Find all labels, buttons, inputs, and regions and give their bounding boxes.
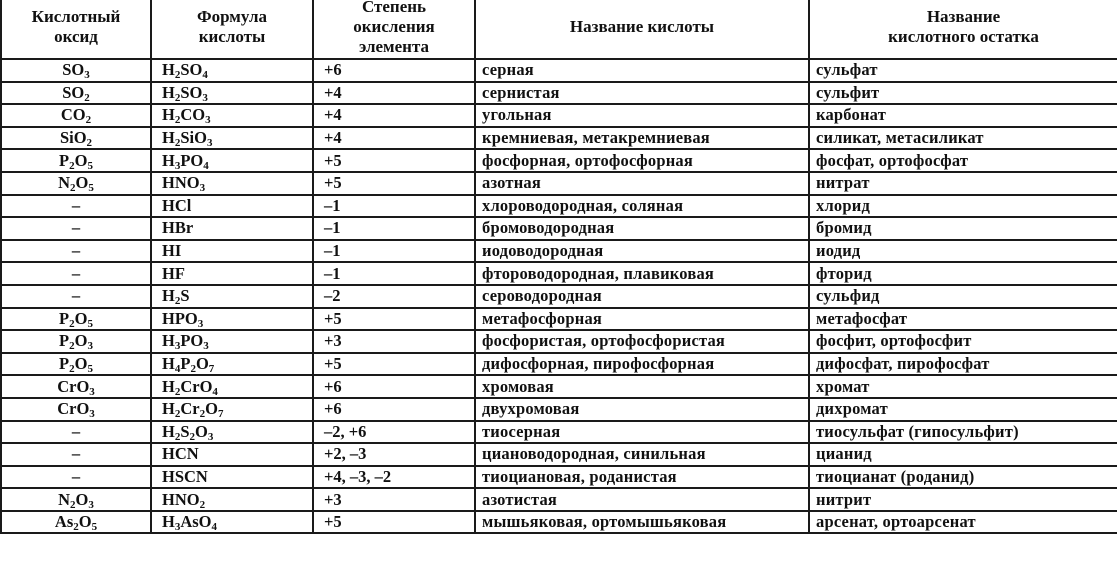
table-row xyxy=(1,330,1117,353)
cell-acid-name: иодоводородная xyxy=(475,240,809,263)
cell-formula: HCN xyxy=(151,443,313,466)
cell-acid-name: фосфорная, ортофосфорная xyxy=(475,149,809,172)
cell-oxide: $As_2O_5$ xyxy=(1,511,151,534)
cell-oxide: $P_2O_5$ xyxy=(1,149,151,172)
table-row xyxy=(1,149,1117,172)
cell-oxidation-state: +6 xyxy=(313,398,475,421)
cell-oxidation-state: +5 xyxy=(313,511,475,534)
cell-residue-name: нитрат xyxy=(809,172,1117,195)
cell-residue-name: сульфид xyxy=(809,285,1117,308)
table-row xyxy=(1,240,1117,263)
cell-residue-name: фосфат, ортофосфат xyxy=(809,149,1117,172)
table-row xyxy=(1,104,1117,127)
header-residue-name xyxy=(809,0,1117,59)
cell-acid-name: мышьяковая, ортомышьяковая xyxy=(475,511,809,534)
header-formula-line-1: Формула xyxy=(197,7,267,26)
header-oxidation-line-1: Степень xyxy=(361,0,427,16)
cell-acid-name: азотная xyxy=(475,172,809,195)
table-row xyxy=(1,82,1117,105)
header-residue-name-line-2: кислотного остатка xyxy=(888,27,1039,46)
table-row xyxy=(1,285,1117,308)
cell-oxide: SiO$_2$ xyxy=(1,127,151,150)
cell-residue-name: цианид xyxy=(809,443,1117,466)
cell-formula: HBr xyxy=(151,217,313,240)
cell-formula: $H_2SO_3$ xyxy=(151,82,313,105)
cell-oxide: $SO_3$ xyxy=(1,59,151,82)
cell-residue-name: хлорид xyxy=(809,195,1117,218)
cell-acid-name: тиоциановая, роданистая xyxy=(475,466,809,489)
cell-oxidation-state: –1 xyxy=(313,240,475,263)
cell-oxide: – xyxy=(1,240,151,263)
table-row xyxy=(1,375,1117,398)
header-residue-name-line-1: Название xyxy=(926,7,1001,26)
table-header xyxy=(1,0,1117,59)
cell-residue-name: арсенат, ортоарсенат xyxy=(809,511,1117,534)
cell-residue-name: иодид xyxy=(809,240,1117,263)
cell-oxide: – xyxy=(1,285,151,308)
cell-formula: $HPO_3$ xyxy=(151,308,313,331)
cell-formula: HI xyxy=(151,240,313,263)
cell-oxide: – xyxy=(1,443,151,466)
header-formula-line-2: кислоты xyxy=(198,27,266,46)
cell-formula: $H_3AsO_4$ xyxy=(151,511,313,534)
cell-formula: $H_2CrO_4$ xyxy=(151,375,313,398)
cell-oxide: CrO$_3$ xyxy=(1,398,151,421)
table-body xyxy=(1,59,1117,533)
cell-oxidation-state: +5 xyxy=(313,353,475,376)
table-row xyxy=(1,217,1117,240)
table-row xyxy=(1,421,1117,444)
cell-residue-name: тиосульфат (гипосульфит) xyxy=(809,421,1117,444)
cell-oxidation-state: +5 xyxy=(313,149,475,172)
header-oxide-line-2: оксид xyxy=(54,27,98,46)
cell-residue-name: дифосфат, пирофосфат xyxy=(809,353,1117,376)
cell-formula: $H_2S_2O_3$ xyxy=(151,421,313,444)
cell-oxidation-state: +5 xyxy=(313,308,475,331)
cell-acid-name: кремниевая, метакремниевая xyxy=(475,127,809,150)
cell-formula: $H_2SiO_3$ xyxy=(151,127,313,150)
cell-oxidation-state: –1 xyxy=(313,195,475,218)
cell-residue-name: карбонат xyxy=(809,104,1117,127)
cell-oxidation-state: +4 xyxy=(313,104,475,127)
cell-residue-name: хромат xyxy=(809,375,1117,398)
cell-oxide: $P_2O_5$ xyxy=(1,353,151,376)
cell-formula: $H_2Cr_2O_7$ xyxy=(151,398,313,421)
cell-acid-name: сероводородная xyxy=(475,285,809,308)
cell-oxidation-state: –2 xyxy=(313,285,475,308)
cell-residue-name: силикат, метасиликат xyxy=(809,127,1117,150)
cell-acid-name: двухромовая xyxy=(475,398,809,421)
cell-acid-name: угольная xyxy=(475,104,809,127)
cell-formula: HCl xyxy=(151,195,313,218)
cell-formula: $H_2CO_3$ xyxy=(151,104,313,127)
table-row xyxy=(1,262,1117,285)
cell-oxidation-state: +3 xyxy=(313,488,475,511)
cell-acid-name: метафосфорная xyxy=(475,308,809,331)
header-oxide xyxy=(1,0,151,59)
cell-acid-name: фосфористая, ортофосфористая xyxy=(475,330,809,353)
cell-residue-name: фосфит, ортофосфит xyxy=(809,330,1117,353)
cell-oxidation-state: +6 xyxy=(313,375,475,398)
table-row xyxy=(1,443,1117,466)
cell-oxide: – xyxy=(1,466,151,489)
cell-residue-name: фторид xyxy=(809,262,1117,285)
cell-acid-name: тиосерная xyxy=(475,421,809,444)
cell-oxide: – xyxy=(1,195,151,218)
cell-oxidation-state: +3 xyxy=(313,330,475,353)
cell-oxidation-state: +5 xyxy=(313,172,475,195)
header-acid-name-line-1: Название кислоты xyxy=(569,17,715,36)
cell-formula: $HNO_2$ xyxy=(151,488,313,511)
cell-acid-name: сернистая xyxy=(475,82,809,105)
header-acid-name xyxy=(475,0,809,59)
cell-oxide: – xyxy=(1,262,151,285)
cell-acid-name: дифосфорная, пирофосфорная xyxy=(475,353,809,376)
cell-acid-name: хлороводородная, соляная xyxy=(475,195,809,218)
cell-acid-name: фтороводородная, плавиковая xyxy=(475,262,809,285)
cell-oxide: $P_2O_5$ xyxy=(1,308,151,331)
table-row xyxy=(1,398,1117,421)
header-row xyxy=(1,0,1117,59)
table-row xyxy=(1,511,1117,534)
table-row xyxy=(1,172,1117,195)
cell-acid-name: циановодородная, синильная xyxy=(475,443,809,466)
cell-acid-name: азотистая xyxy=(475,488,809,511)
cell-formula: $H_3PO_3$ xyxy=(151,330,313,353)
cell-acid-name: серная xyxy=(475,59,809,82)
cell-oxide: $N_2O_3$ xyxy=(1,488,151,511)
table-row xyxy=(1,353,1117,376)
cell-oxide: $CO_2$ xyxy=(1,104,151,127)
cell-oxide: – xyxy=(1,421,151,444)
table-row xyxy=(1,195,1117,218)
cell-oxide: CrO$_3$ xyxy=(1,375,151,398)
cell-residue-name: дихромат xyxy=(809,398,1117,421)
cell-oxidation-state: +6 xyxy=(313,59,475,82)
cell-formula: $H_3PO_4$ xyxy=(151,149,313,172)
cell-oxidation-state: +4 xyxy=(313,127,475,150)
cell-acid-name: хромовая xyxy=(475,375,809,398)
cell-oxide: $SO_2$ xyxy=(1,82,151,105)
cell-oxidation-state: –2, +6 xyxy=(313,421,475,444)
header-oxidation xyxy=(313,0,475,59)
header-formula xyxy=(151,0,313,59)
cell-formula: $HNO_3$ xyxy=(151,172,313,195)
cell-oxidation-state: +4, –3, –2 xyxy=(313,466,475,489)
cell-residue-name: нитрит xyxy=(809,488,1117,511)
cell-formula: $H_2SO_4$ xyxy=(151,59,313,82)
cell-oxide: $N_2O_5$ xyxy=(1,172,151,195)
table-row xyxy=(1,127,1117,150)
cell-formula: $H_2S$ xyxy=(151,285,313,308)
cell-oxidation-state: +2, –3 xyxy=(313,443,475,466)
cell-residue-name: сульфат xyxy=(809,59,1117,82)
cell-residue-name: сульфит xyxy=(809,82,1117,105)
cell-formula: HF xyxy=(151,262,313,285)
table-row xyxy=(1,488,1117,511)
cell-oxide: $P_2O_3$ xyxy=(1,330,151,353)
table-row xyxy=(1,466,1117,489)
cell-oxidation-state: +4 xyxy=(313,82,475,105)
cell-formula: HSCN xyxy=(151,466,313,489)
cell-acid-name: бромоводородная xyxy=(475,217,809,240)
cell-oxidation-state: –1 xyxy=(313,262,475,285)
cell-residue-name: бромид xyxy=(809,217,1117,240)
header-oxidation-line-2: окисления xyxy=(353,17,435,36)
table-row xyxy=(1,59,1117,82)
header-oxidation-line-3: элемента xyxy=(358,37,430,56)
cell-residue-name: метафосфат xyxy=(809,308,1117,331)
cell-residue-name: тиоцианат (роданид) xyxy=(809,466,1117,489)
cell-oxidation-state: –1 xyxy=(313,217,475,240)
table-row xyxy=(1,308,1117,331)
header-oxide-line-1: Кислотный xyxy=(31,7,121,26)
cell-oxide: – xyxy=(1,217,151,240)
cell-formula: $H_4P_2O_7$ xyxy=(151,353,313,376)
